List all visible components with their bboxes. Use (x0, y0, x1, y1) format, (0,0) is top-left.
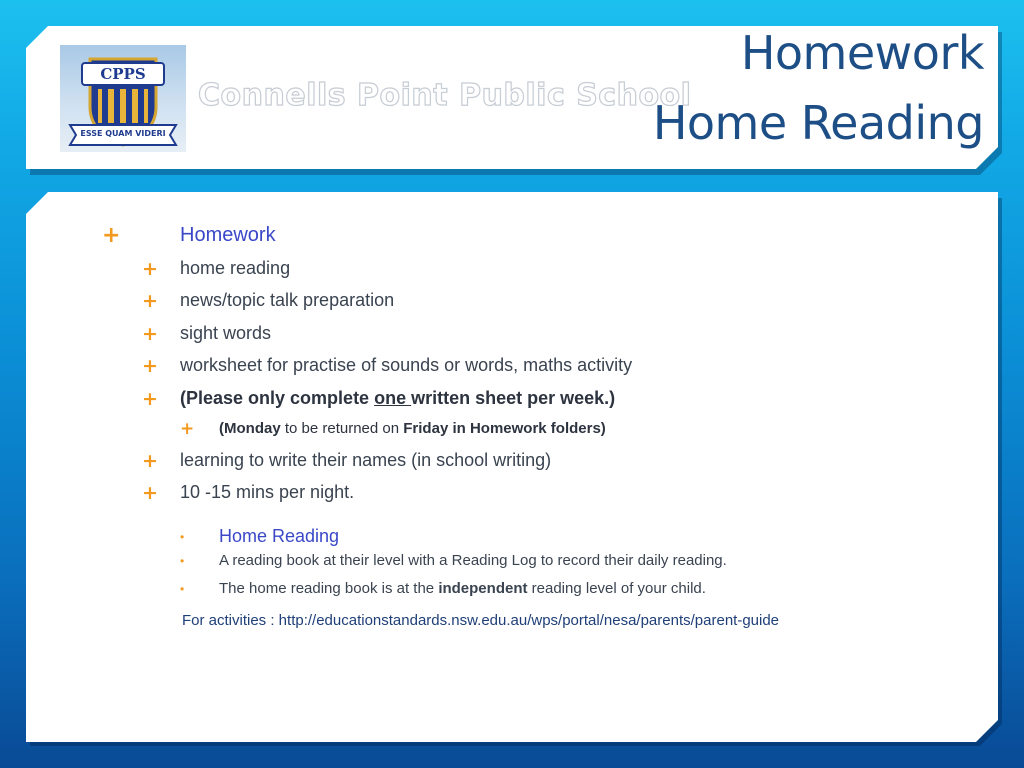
list-item-worksheet: worksheet for practise of sounds or words, maths activity (180, 355, 633, 375)
activities-link[interactable]: For activities : http://educationstandards.nsw.edu.au/wps/portal/nesa/parents/parent-guide (182, 612, 780, 629)
logo-banner-text: CPPS (100, 65, 146, 83)
list-item-names: learning to write their names (in school writing) (180, 450, 552, 470)
note-prefix: (Please only complete (180, 388, 375, 408)
dot-bullet-icon: • (180, 530, 185, 544)
dot-bullet-icon: • (180, 554, 185, 568)
page-title-homework: Homework (740, 26, 984, 80)
return-day-note (219, 420, 606, 437)
school-logo (60, 45, 186, 152)
plus-bullet-icon: + (142, 355, 158, 377)
sub-note-friday: Friday in Homework folders) (403, 420, 606, 437)
page-title-home-reading: Home Reading (652, 96, 984, 150)
note-suffix: written sheet per week.) (411, 388, 616, 408)
list-item-time: 10 -15 mins per night. (180, 482, 355, 502)
written-sheet-note (180, 388, 615, 409)
plus-bullet-icon: + (142, 290, 158, 312)
plus-bullet-icon: + (142, 388, 158, 410)
list-item-sight-words: sight words (180, 323, 272, 343)
home-reading-heading: Home Reading (219, 526, 340, 546)
home-reading-line1: A reading book at their level with a Reading Log to record their daily reading. (219, 552, 727, 569)
line2-part1: The home reading book is at the (219, 580, 439, 597)
plus-bullet-icon: + (142, 258, 158, 280)
sub-note-monday: (Monday (219, 420, 281, 437)
line2-part3: reading level of your child. (527, 580, 706, 597)
dot-bullet-icon: • (180, 582, 185, 596)
home-reading-line2 (219, 580, 706, 597)
plus-bullet-icon: + (142, 323, 158, 345)
list-item-home-reading: home reading (180, 258, 291, 278)
list-item-news-topic: news/topic talk preparation (180, 290, 395, 310)
plus-bullet-icon: + (142, 482, 158, 504)
sub-note-middle: to be returned on (280, 420, 404, 437)
homework-heading: Homework (180, 224, 276, 246)
plus-bullet-icon: + (142, 450, 158, 472)
note-emphasis: one (374, 388, 412, 408)
line2-independent: independent (438, 580, 528, 597)
plus-bullet-icon: + (102, 223, 121, 248)
plus-bullet-icon: + (180, 419, 195, 439)
school-name: Connells Point Public School (198, 78, 692, 113)
logo-motto: ESSE QUAM VIDERI (80, 129, 166, 138)
